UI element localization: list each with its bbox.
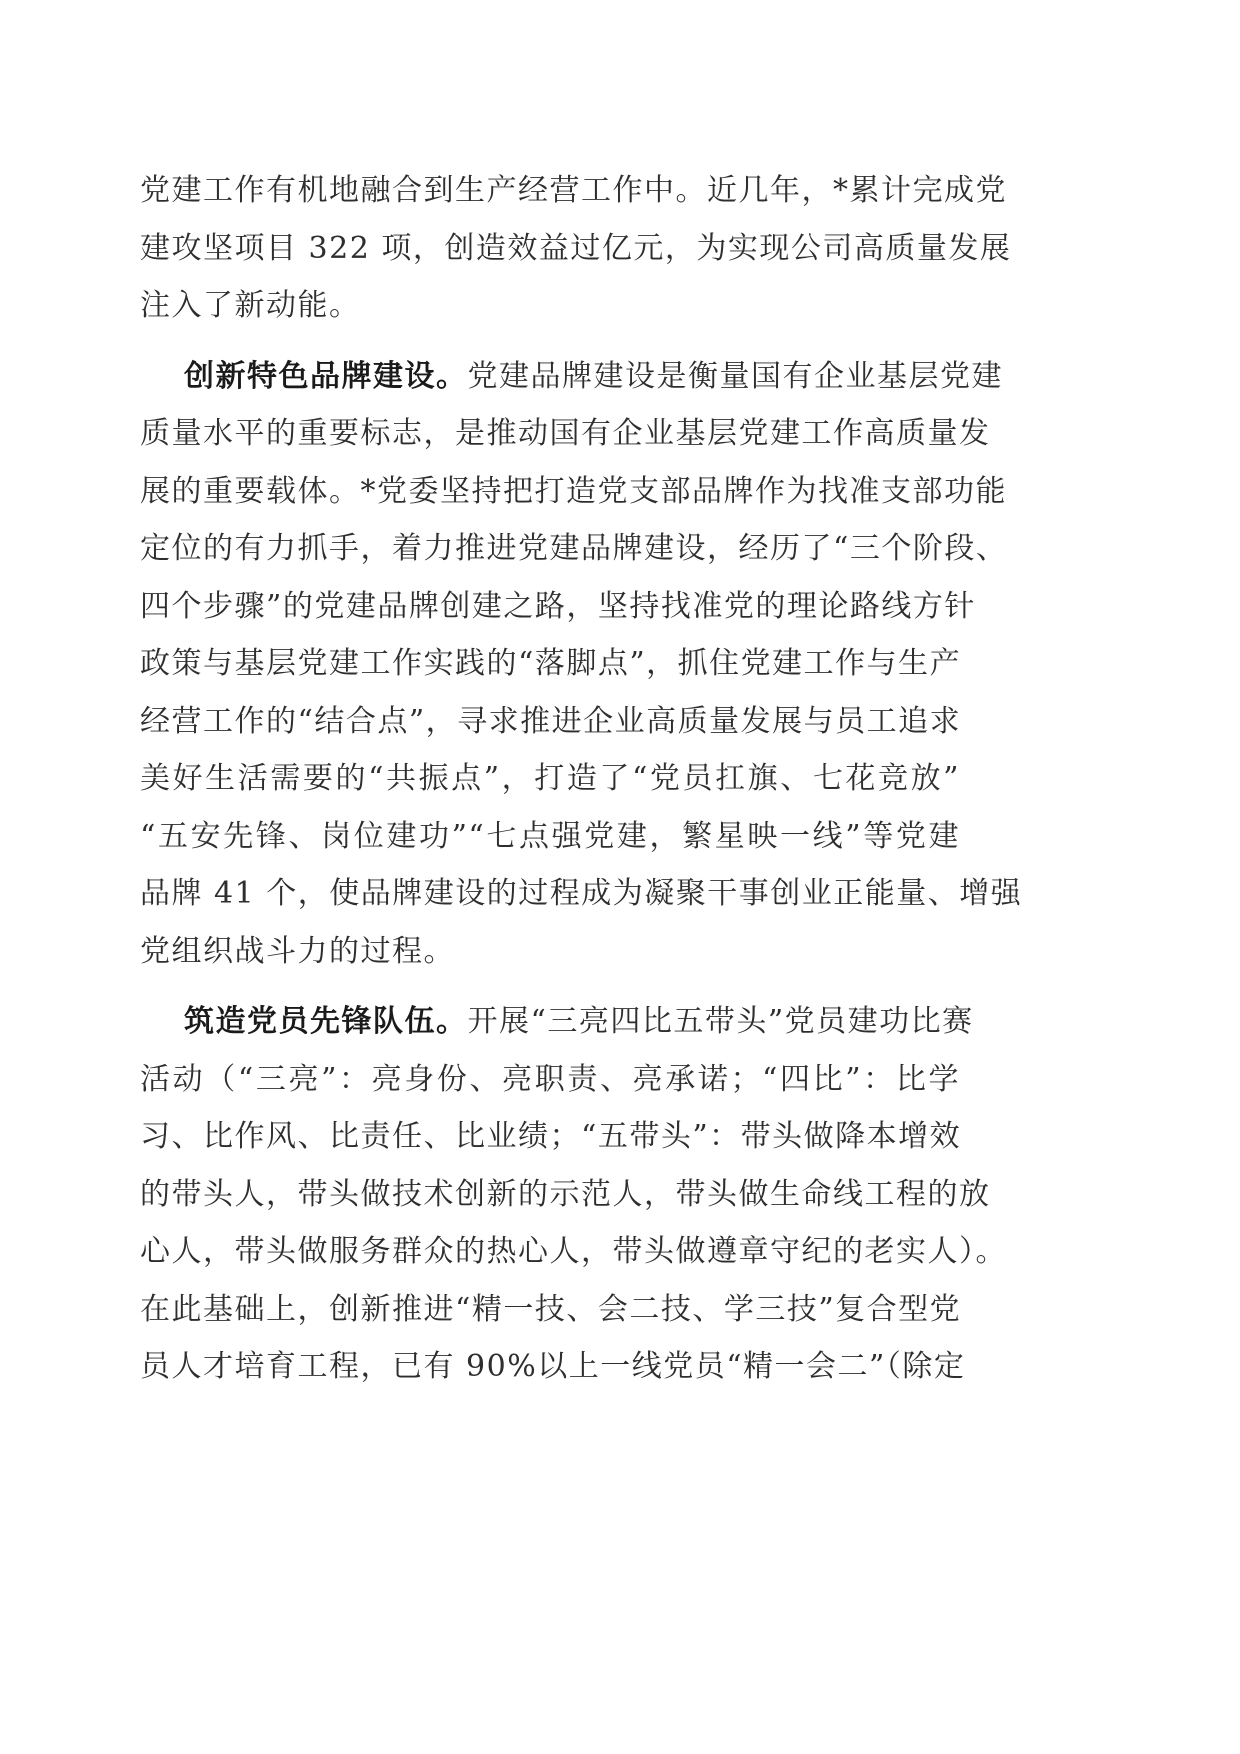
paragraph-line: “五安先锋、岗位建功”“七点强党建，繁星映一线”等党建 [140, 818, 960, 854]
paragraph-line: 活动（“三亮”：亮身份、亮职责、亮承诺；“四比”：比学 [140, 1061, 960, 1097]
paragraph-line: 建攻坚项目 322 项，创造效益过亿元，为实现公司高质量发展 [140, 230, 1012, 266]
paragraph-line: 心人，带头做服务群众的热心人，带头做遵章守纪的老实人）。 [140, 1234, 1007, 1269]
paragraph-line: 定位的有力抓手，着力推进党建品牌建设，经历了“三个阶段、 [140, 531, 1008, 566]
paragraph-line: 展的重要载体。*党委坚持把打造党支部品牌作为找准支部功能 [140, 473, 1007, 509]
paragraph-line: 习、比作风、比责任、比业绩；“五带头”：带头做降本增效 [140, 1119, 962, 1154]
paragraph-line: 在此基础上，创新推进“精一技、会二技、学三技”复合型党 [140, 1291, 962, 1327]
paragraph-3 [140, 993, 1020, 1396]
paragraph-line: 美好生活需要的“共振点”，打造了“党员扛旗、七花竞放” [140, 761, 960, 796]
paragraph-line: 品牌 41 个，使品牌建设的过程成为凝聚干事创业正能量、增强 [140, 876, 1023, 911]
paragraph-first-line [140, 993, 974, 1051]
paragraph-line: 员人才培育工程，已有 90%以上一线党员“精一会二”（除定 [140, 1349, 966, 1384]
document-body [140, 162, 1023, 1396]
paragraph-line: 质量水平的重要标志，是推动国有企业基层党建工作高质量发 [140, 416, 991, 451]
paragraph-line-text: 开展“三亮四比五带头”党员建功比赛 [467, 1004, 974, 1039]
paragraph-first-line [140, 348, 1003, 406]
paragraph-line: 注入了新动能。 [140, 288, 361, 323]
paragraph-line: 的带头人，带头做技术创新的示范人，带头做生命线工程的放 [140, 1176, 991, 1212]
paragraph-line-text: 党建品牌建设是衡量国有企业基层党建 [467, 358, 1003, 394]
paragraph-line: 党组织战斗力的过程。 [140, 933, 455, 969]
paragraph-line: 四个步骤”的党建品牌创建之路，坚持找准党的理论路线方针 [140, 588, 976, 624]
paragraph-1 [140, 162, 1020, 335]
section-heading: 创新特色品牌建设。 [184, 358, 468, 394]
paragraph-2 [140, 348, 1023, 981]
section-heading: 筑造党员先锋队伍。 [184, 1004, 468, 1039]
paragraph-line: 经营工作的“结合点”，寻求推进企业高质量发展与员工追求 [140, 703, 962, 739]
paragraph-line: 党建工作有机地融合到生产经营工作中。近几年，*累计完成党 [140, 173, 1007, 208]
paragraph-line: 政策与基层党建工作实践的“落脚点”，抓住党建工作与生产 [140, 646, 962, 681]
